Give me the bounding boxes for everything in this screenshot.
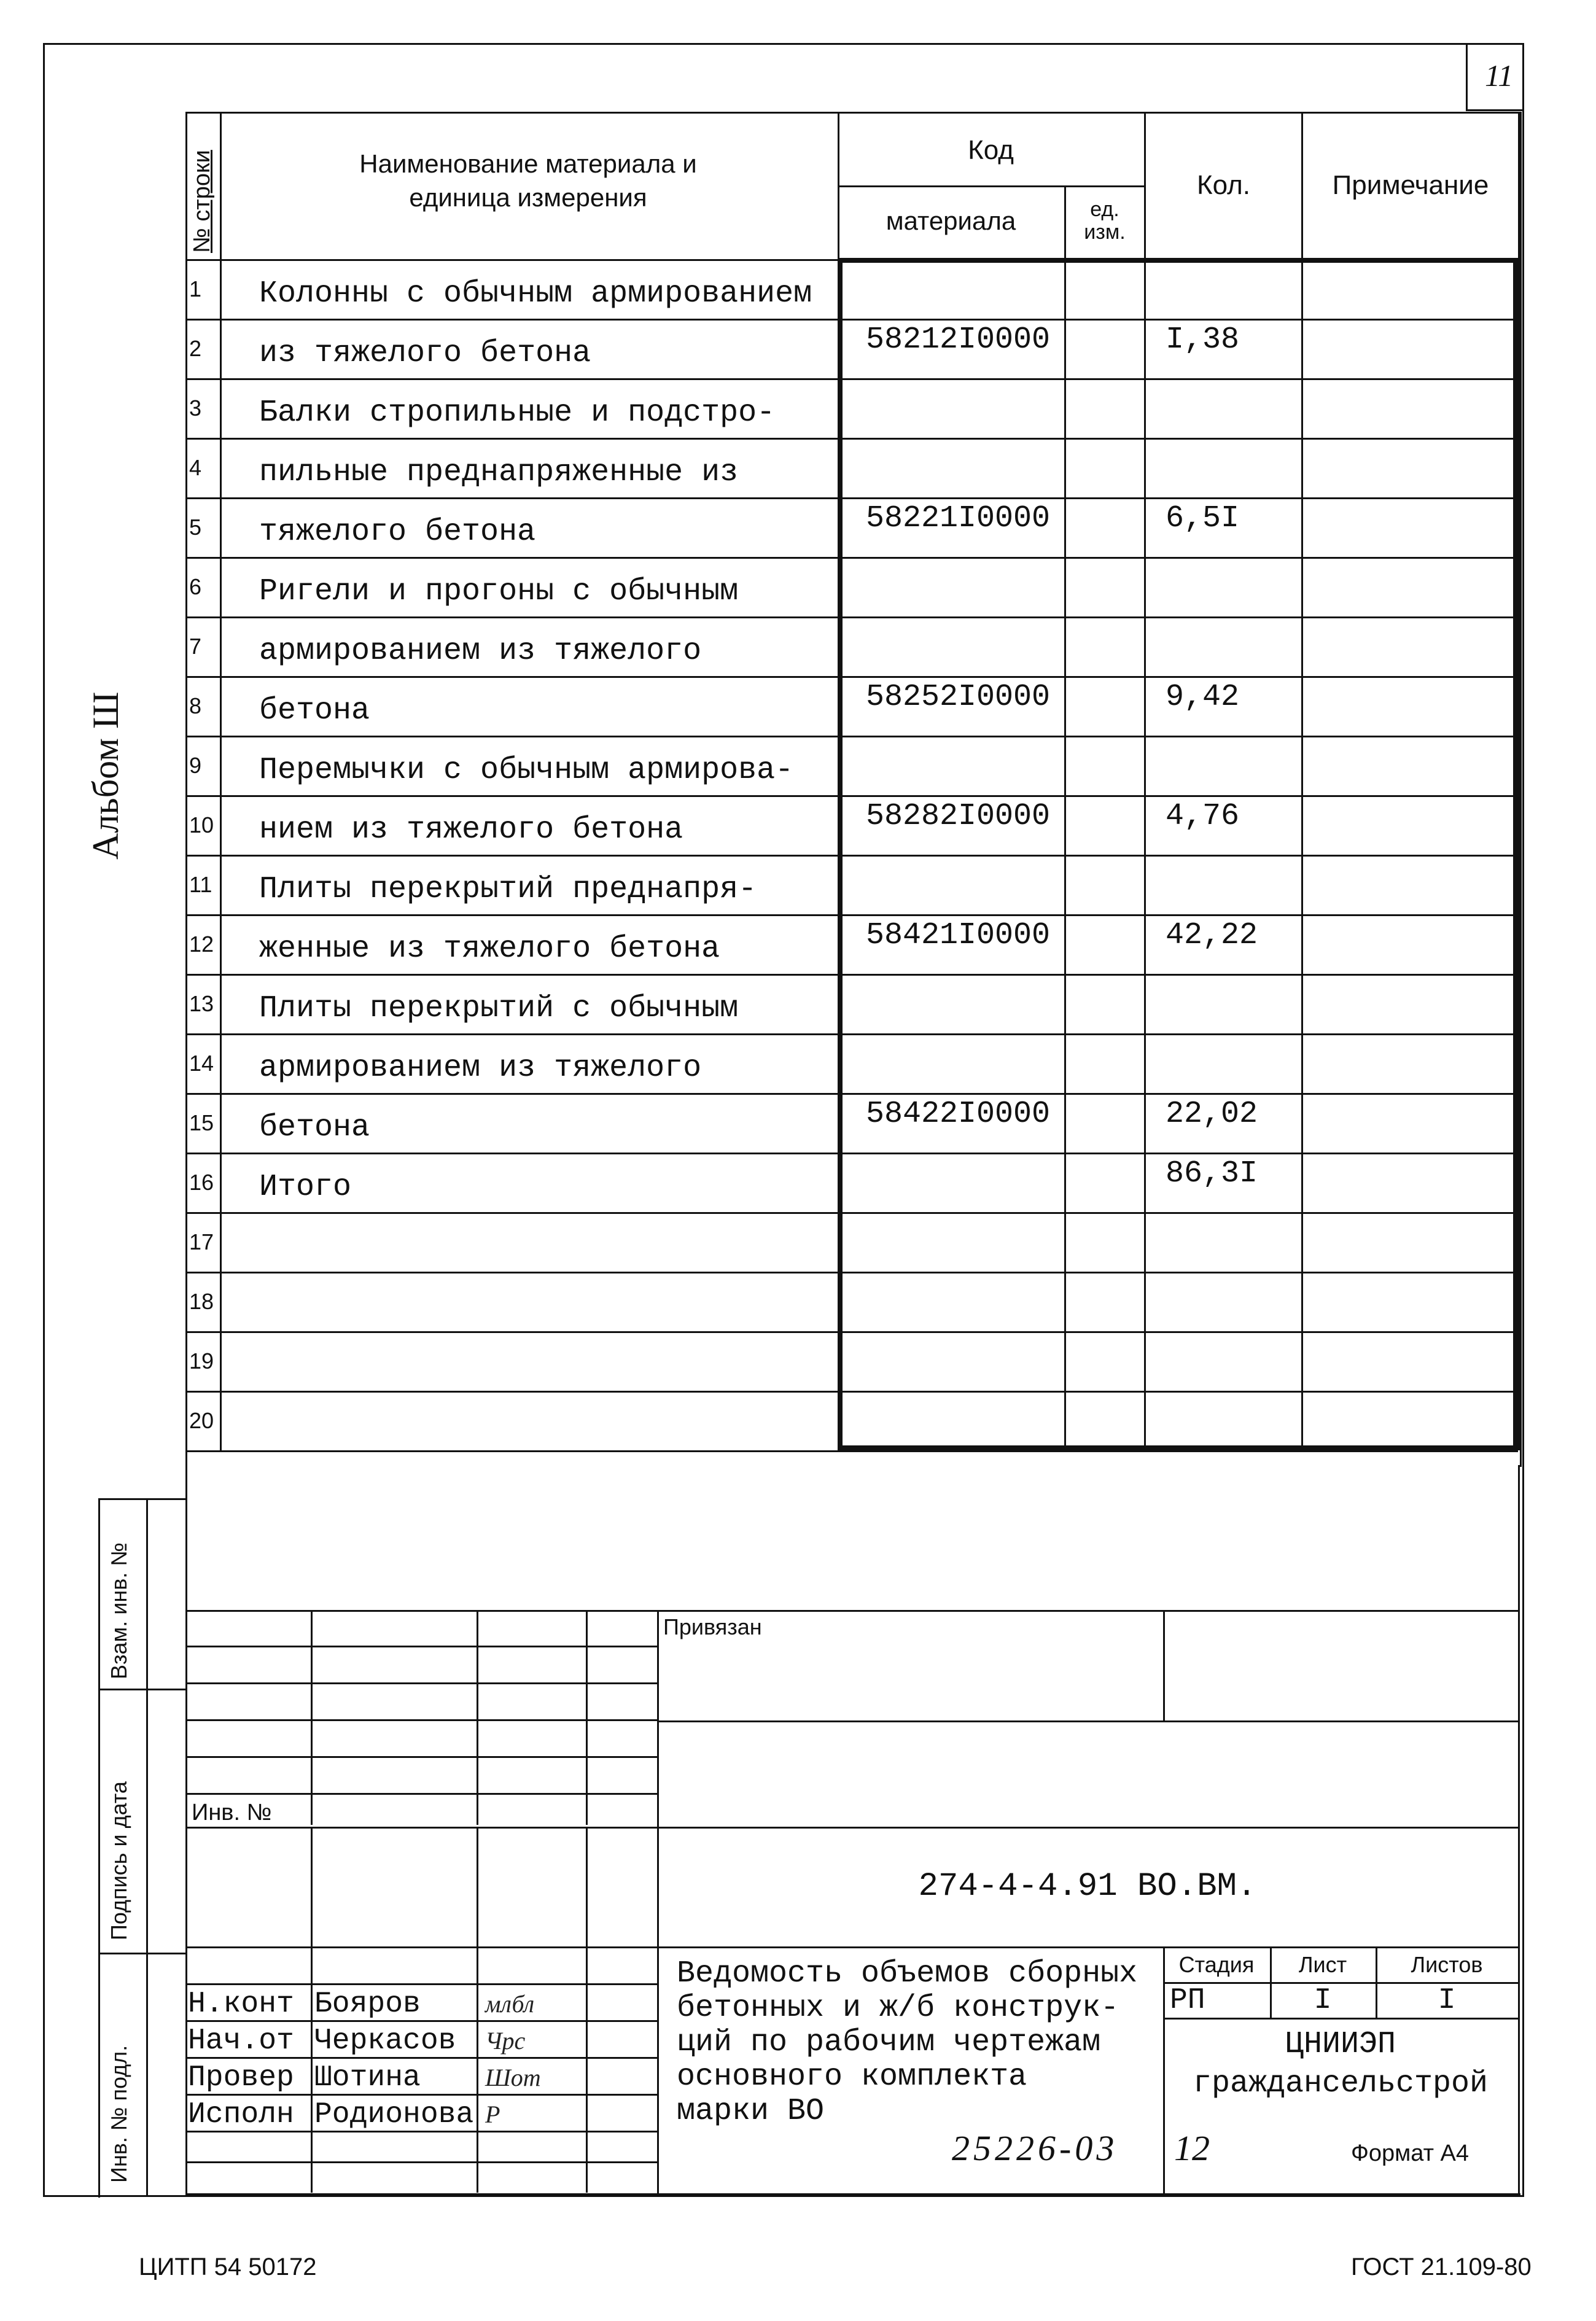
table-row — [185, 319, 1518, 380]
row-qty: 42,22 — [1166, 918, 1258, 953]
row-number: 20 — [189, 1407, 214, 1433]
table-row — [185, 1212, 1518, 1273]
title-line: основного комплекта — [677, 2059, 1027, 2094]
table-row — [185, 557, 1518, 618]
row-number: 6 — [189, 573, 202, 599]
table-row — [185, 1153, 1518, 1214]
row-name: женные из тяжелого бетона — [259, 931, 720, 966]
row-number: 12 — [189, 931, 214, 957]
designation: 274-4-4.91 ВО.ВМ. — [918, 1868, 1257, 1905]
signer-role: Исполн — [188, 2098, 294, 2131]
sheets-value: I — [1438, 1984, 1456, 2017]
row-number: 4 — [189, 454, 202, 480]
header-qty: Кол. — [1196, 170, 1251, 200]
row-name: армированием из тяжелого — [259, 634, 702, 669]
row-number: 19 — [189, 1348, 214, 1374]
row-code: 58422I0000 — [866, 1097, 1051, 1132]
table-row — [185, 1033, 1518, 1095]
row-number: 13 — [189, 990, 214, 1016]
row-number: 10 — [189, 812, 214, 838]
signer-role: Н.конт — [188, 1988, 294, 2021]
row-number: 3 — [189, 395, 202, 421]
footer-left: ЦИТП 54 50172 — [139, 2253, 317, 2280]
row-qty: I,38 — [1166, 322, 1240, 357]
page-number: 11 — [1485, 58, 1514, 93]
header-name: Наименование материала и единица измерения — [359, 149, 697, 212]
sheet-value: I — [1314, 1984, 1332, 2017]
header-note: Примечание — [1332, 170, 1489, 200]
row-qty: 4,76 — [1166, 799, 1240, 834]
row-code: 58421I0000 — [866, 918, 1051, 953]
signer-name: Черкасов — [314, 2024, 456, 2058]
title-line: бетонных и ж/б конструк- — [677, 1991, 1119, 2026]
table-row — [185, 259, 1518, 321]
org-name: ЦНИИЭП — [1285, 2026, 1396, 2062]
stage-value: РП — [1170, 1984, 1205, 2017]
table-row — [185, 795, 1518, 857]
header-material: материала — [886, 206, 1016, 235]
title-line: Ведомость объемов сборных — [677, 1956, 1138, 1991]
archive-page: 12 — [1174, 2128, 1210, 2168]
footer-right: ГОСТ 21.109-80 — [1351, 2253, 1532, 2280]
signer-name: Родионова — [314, 2098, 474, 2131]
row-name: пильные преднапряженные из — [259, 455, 739, 490]
row-number: 16 — [189, 1169, 214, 1195]
row-code: 58221I0000 — [866, 501, 1051, 536]
row-number: 5 — [189, 514, 202, 540]
row-code: 58212I0000 — [866, 322, 1051, 357]
inv-no-label: Инв. № — [192, 1800, 272, 1825]
signer-signature: Чрс — [485, 2027, 526, 2055]
row-name: бетона — [259, 1110, 370, 1145]
row-qty: 6,5I — [1166, 501, 1240, 536]
archive-number: 25226-03 — [952, 2128, 1118, 2168]
header-unit: ед. изм. — [1084, 197, 1126, 244]
stamp-vzam: Взам. инв. № — [106, 1542, 131, 1679]
sheets-label: Листов — [1411, 1952, 1483, 1977]
table-row — [185, 616, 1518, 678]
row-qty: 22,02 — [1166, 1097, 1258, 1132]
table-row — [185, 1272, 1518, 1333]
sheet-label: Лист — [1298, 1952, 1347, 1977]
row-number: 7 — [189, 633, 202, 659]
table-row — [185, 1391, 1518, 1452]
row-code: 58282I0000 — [866, 799, 1051, 834]
row-name: тяжелого бетона — [259, 515, 536, 550]
row-number: 1 — [189, 276, 202, 301]
table-row — [185, 676, 1518, 737]
table-row — [185, 974, 1518, 1035]
org-name-2: граждансельстрой — [1193, 2066, 1489, 2101]
row-code: 58252I0000 — [866, 680, 1051, 715]
row-number: 14 — [189, 1050, 214, 1076]
row-name: Итого — [259, 1170, 352, 1205]
signer-signature: Шот — [485, 2064, 541, 2091]
row-number: 17 — [189, 1229, 214, 1254]
table-row — [185, 914, 1518, 976]
row-number: 11 — [189, 871, 212, 897]
format-label: Формат А4 — [1351, 2140, 1469, 2166]
row-qty: 9,42 — [1166, 680, 1240, 715]
row-name: из тяжелого бетона — [259, 336, 591, 371]
table-row — [185, 497, 1518, 559]
row-name: армированием из тяжелого — [259, 1051, 702, 1086]
table-row — [185, 1093, 1518, 1154]
table-row — [185, 1331, 1518, 1393]
row-number: 9 — [189, 752, 202, 778]
row-number: 18 — [189, 1288, 214, 1314]
table-row — [185, 378, 1518, 440]
row-number: 8 — [189, 693, 202, 718]
table-row — [185, 736, 1518, 797]
signer-signature: Р — [485, 2101, 500, 2128]
row-name: Перемычки с обычным армирова- — [259, 753, 794, 788]
title-line: ций по рабочим чертежам — [677, 2025, 1101, 2060]
stamp-inv-podl: Инв. № подл. — [106, 2045, 131, 2183]
stamp-podpis: Подпись и дата — [106, 1781, 131, 1940]
album-label: Альбом Ш — [85, 691, 126, 860]
signer-name: Бояров — [314, 1988, 421, 2021]
row-name: Плиты перекрытий преднапря- — [259, 872, 757, 907]
row-name: Ригели и прогоны с обычным — [259, 574, 739, 609]
row-name: бетона — [259, 693, 370, 728]
row-number: 15 — [189, 1110, 214, 1135]
row-name: Колонны с обычным армированием — [259, 276, 812, 311]
privyazan-label: Привязан — [663, 1614, 762, 1639]
row-name: нием из тяжелого бетона — [259, 812, 683, 847]
signer-name: Шотина — [314, 2061, 421, 2094]
signer-role: Нач.от — [188, 2024, 294, 2058]
row-number: 2 — [189, 335, 202, 361]
signer-role: Провер — [188, 2061, 294, 2094]
row-name: Балки стропильные и подстро- — [259, 395, 776, 430]
signer-signature: млбл — [485, 1990, 535, 2018]
header-row-no: № строки — [189, 150, 215, 253]
row-name: Плиты перекрытий с обычным — [259, 991, 739, 1026]
stage-label: Стадия — [1178, 1952, 1255, 1977]
table-row — [185, 855, 1518, 916]
row-qty: 86,3I — [1166, 1156, 1258, 1191]
header-code: Код — [968, 135, 1014, 165]
title-line: марки ВО — [677, 2094, 825, 2129]
table-row — [185, 438, 1518, 499]
